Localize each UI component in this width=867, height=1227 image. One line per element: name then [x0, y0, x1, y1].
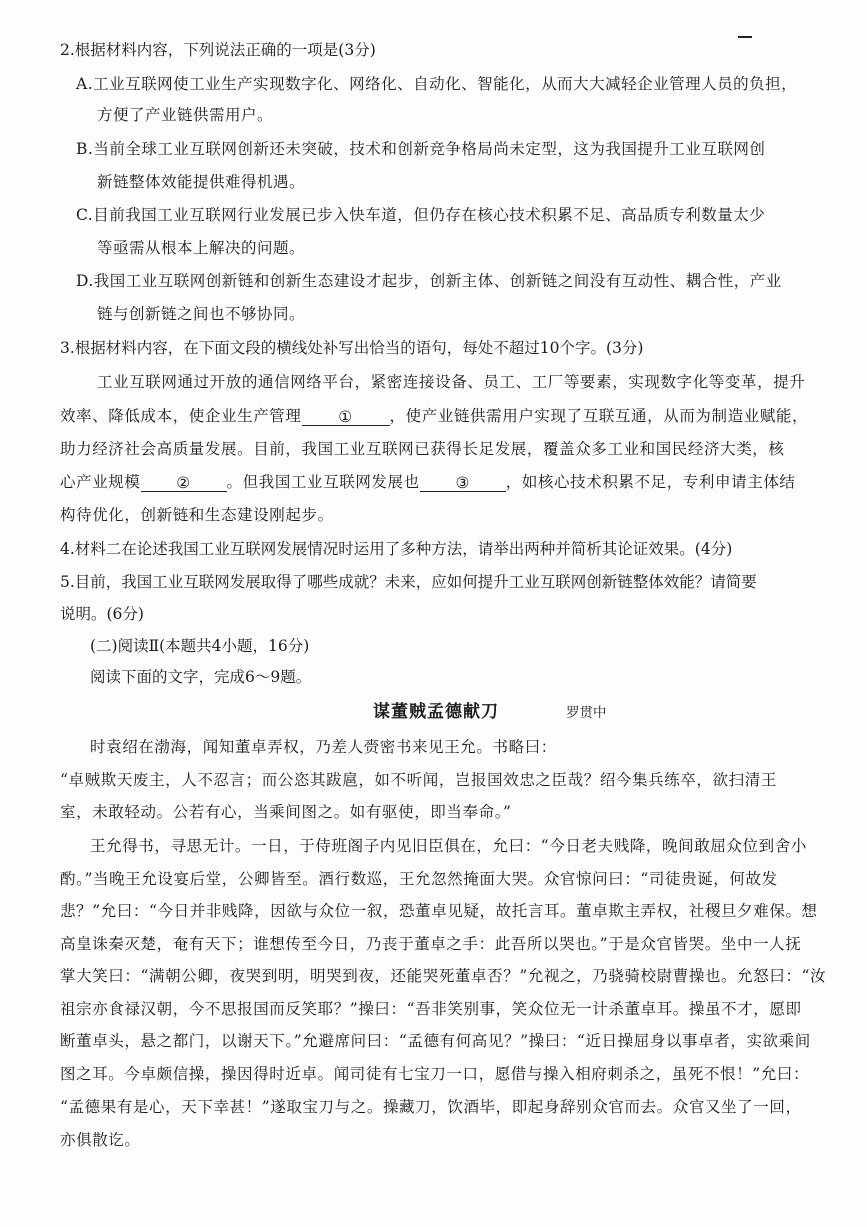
passage-line: 高皇诛秦灭楚，奄有天下；谁想传至今日，乃丧于董卓之手：此吾所以哭也。”于是众官皆哭。坐中一人抚 — [60, 935, 802, 953]
passage-title: 谋董贼孟德献刀 — [373, 702, 499, 722]
q3-passage-line1: 工业互联网通过开放的通信网络平台，紧密连接设备、员工、工厂等要素，实现数字化等变革，提升 — [97, 373, 806, 391]
q2-option-c-line2: 等亟需从根本上解决的问题。 — [97, 239, 306, 257]
q2-option-c-line1: C.目前我国工业互联网行业发展已步入快车道，但仍存在核心技术积累不足、高品质专利数量太少 — [76, 206, 766, 224]
passage-line: “孟德果有是心，天下幸甚！”遂取宝刀与之。操藏刀，饮酒毕，即起身辞别众官而去。众官又坐了一回， — [60, 1098, 802, 1116]
q3-stem: 3.根据材料内容，在下面文段的横线处补写出恰当的语句，每处不超过10个字。(3分) — [60, 339, 644, 357]
q5-stem-line1: 5.目前，我国工业互联网发展取得了哪些成就？未来，应如何提升工业互联网创新链整体效能？请简要 — [60, 573, 757, 591]
passage-line: 图之耳。今卓颇信操，操因得时近卓。闻司徒有七宝刀一口，愿借与操入相府刺杀之，虽死不恨！”允曰： — [60, 1065, 810, 1083]
q3-passage-line5: 构待优化，创新链和生态建设刚起步。 — [60, 506, 334, 524]
section-heading: (二)阅读Ⅱ(本题共4小题，16分) — [90, 637, 310, 655]
passage-line: 亦俱散讫。 — [60, 1131, 141, 1149]
section-instruction: 阅读下面的文字，完成6～9题。 — [90, 668, 312, 686]
q2-option-a-line1: A.工业互联网使工业生产实现数字化、网络化、自动化、智能化，从而大大减轻企业管理人员的负担， — [76, 75, 798, 93]
q2-stem: 2.根据材料内容，下列说法正确的一项是(3分) — [60, 41, 376, 59]
blank-1[interactable]: ① — [302, 407, 390, 426]
passage-line: 掌大笑曰：“满朝公卿，夜哭到明，明哭到夜，还能哭死董卓否？”允视之，乃骁骑校尉曹操也。允怒曰：“汝 — [60, 967, 827, 985]
blank-2[interactable]: ② — [141, 473, 227, 492]
q2-option-b-line2: 新链整体效能提供难得机遇。 — [97, 173, 306, 191]
q2-option-b-line1: B.当前全球工业互联网创新还未突破，技术和创新竞争格局尚未定型，这为我国提升工业互联网创 — [76, 140, 766, 158]
blank-3[interactable]: ③ — [420, 473, 506, 492]
passage-line: 悲？”允曰：“今日并非贱降，因欲与众位一叙，恐董卓见疑，故托言耳。董卓欺主弄权，社稷旦夕难保。想 — [60, 902, 818, 920]
q2-option-a-line2: 方便了产业链供需用户。 — [97, 106, 274, 124]
passage-line: 时袁绍在渤海，闻知董卓弄权，乃差人赍密书来见王允。书略曰： — [90, 738, 557, 756]
passage-line: 祖宗亦食禄汉朝，今不思报国而反笑耶？”操曰：“吾非笑别事，笑众位无一计杀董卓耳。操虽不才，愿即 — [60, 1000, 802, 1018]
passage-line: 断董卓头，悬之都门，以谢天下。”允避席问曰：“孟德有何高见？”操曰：“近日操屈身以事卓者，实欲乘间 — [60, 1032, 811, 1050]
q4-stem: 4.材料二在论述我国工业互联网发展情况时运用了多种方法，请举出两种并简析其论证效果。(4分) — [60, 540, 733, 558]
passage-line: 酌。”当晚王允设宴后堂，公卿皆至。酒行数巡，王允忽然掩面大哭。众官惊问曰：“司徒贵诞，何故发 — [60, 870, 778, 888]
q2-option-d-line1: D.我国工业互联网创新链和创新生态建设才起步，创新主体、创新链之间没有互动性、耦合性，产业 — [76, 272, 782, 290]
q3-passage-line4: 心产业规模 ② 。但我国工业互联网发展也 ③ ，如核心技术积累不足，专利申请主体结 — [60, 473, 796, 492]
corner-mark — [738, 36, 752, 38]
q2-option-d-line2: 链与创新链之间也不够协同。 — [97, 305, 306, 323]
q3-passage-line3: 助力经济社会高质量发展。目前，我国工业互联网已获得长足发展，覆盖众多工业和国民经济大类，核 — [60, 440, 785, 458]
q5-stem-line2: 说明。(6分) — [60, 605, 144, 623]
q3-passage-line2: 效率、降低成本，使企业生产管理 ① ，使产业链供需用户实现了互联互通，从而为制造业赋能， — [60, 407, 809, 426]
passage-line: 室，未敢轻动。公若有心，当乘间图之。如有驱使，即当奉命。” — [60, 803, 512, 821]
passage-line: 王允得书，寻思无计。一日，于侍班阁子内见旧臣俱在，允曰：“今日老夫贱降，晚间敢屈众位到舍小 — [90, 837, 807, 855]
passage-author: 罗贯中 — [566, 705, 607, 721]
passage-line: “卓贼欺天废主，人不忍言；而公恣其跋扈，如不听闻，岂报国效忠之臣哉？绍今集兵练卒，欲扫清王 — [60, 771, 777, 789]
